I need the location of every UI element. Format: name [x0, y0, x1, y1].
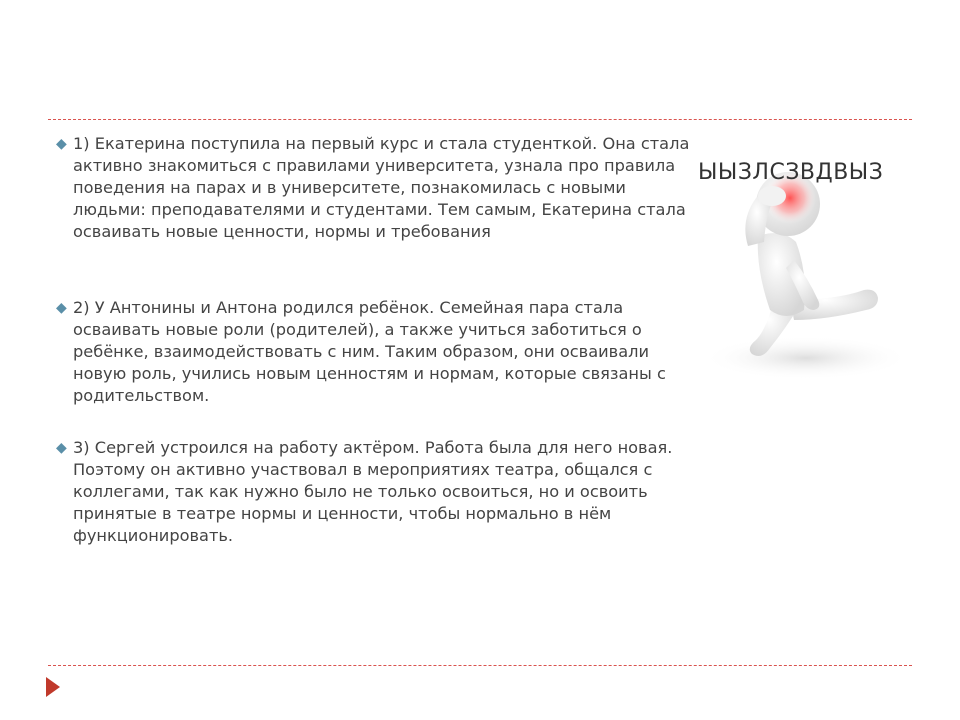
paragraph-3-text: 3) Сергей устроился на работу актёром. Работа была для него новая. Поэтому он активно участвовал в мероприятиях театра, общался с коллегами, так как нужно было не только освоиться, но и освоить принятые в театре нормы и ценности, чтобы нормально в нём функционировать.	[73, 438, 673, 545]
bottom-divider	[48, 665, 912, 666]
paragraph-3	[56, 437, 696, 547]
paragraph-1-text: 1) Екатерина поступила на первый курс и стала студенткой. Она стала активно знакомиться с правилами университета, узнала про правила поведения на парах и в университете, познакомилась с новыми людьми: преподавателями и студентами. Тем самым, Екатерина стала осваивать новые ценности, нормы и требования	[73, 134, 690, 241]
diamond-bullet-icon: ◆	[56, 300, 67, 316]
diamond-bullet-icon: ◆	[56, 136, 67, 152]
top-divider	[48, 119, 912, 120]
diamond-bullet-icon: ◆	[56, 440, 67, 456]
paragraph-2	[56, 297, 696, 407]
headache-figure-icon	[686, 150, 910, 386]
headache-figure-illustration	[686, 150, 910, 386]
paragraph-2-text: 2) У Антонины и Антона родился ребёнок. Семейная пара стала осваивать новые роли (родителей), а также учиться заботиться о ребёнке, взаимодействовать с ним. Таким образом, они осваивали новую роль, учились новым ценностям и нормам, которые связаны с родительством.	[73, 298, 666, 405]
next-slide-arrow-icon[interactable]	[46, 677, 60, 697]
illustration-caption: ЫЫЗЛСЗВДВЫЗ	[698, 160, 884, 185]
paragraph-1	[56, 133, 696, 243]
